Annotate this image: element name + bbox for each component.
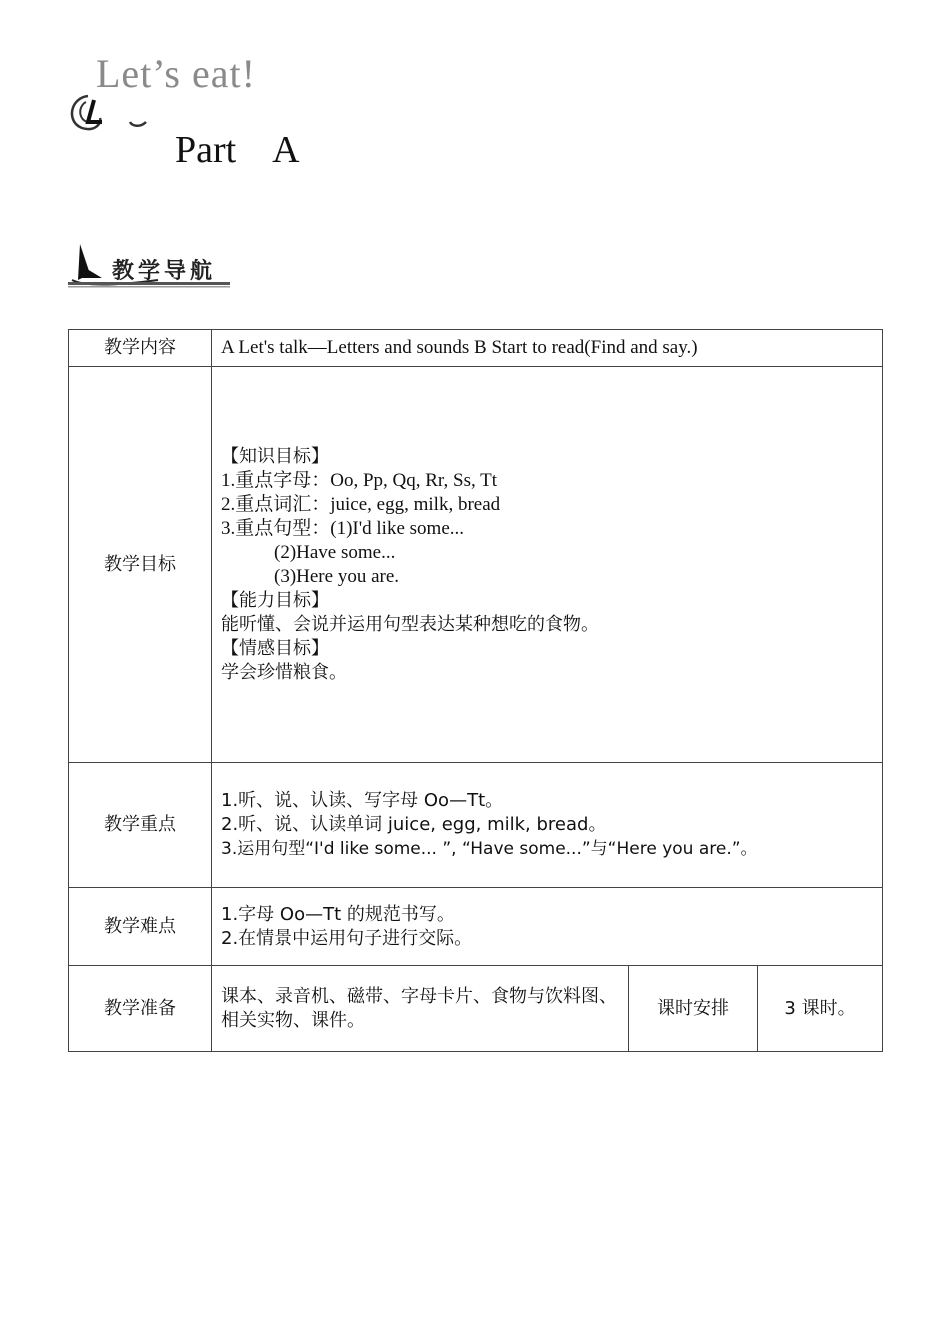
- ability-heading: 【能力目标】: [221, 589, 329, 611]
- key-point-3: 3.运用句型“I'd like some... ”, “Have some...”与“Here you are.”。: [221, 839, 758, 859]
- part-title: Part A: [175, 129, 300, 171]
- objective-sentence-1: 3.重点句型：(1)I'd like some...: [221, 517, 465, 539]
- objective-letters: 1.重点字母：Oo, Pp, Qq, Rr, Ss, Tt: [221, 469, 498, 491]
- table-row: [69, 888, 883, 966]
- row-label: 教学目标: [69, 367, 212, 763]
- teaching-plan-table: [68, 329, 883, 1052]
- schedule-value: 3 课时。: [758, 966, 883, 1052]
- key-point-1: 1.听、说、认读、写字母 Oo—Tt。: [221, 790, 504, 811]
- difficulties-cell: [212, 888, 883, 966]
- key-points-cell: [212, 763, 883, 888]
- row-label: 教学内容: [69, 330, 212, 367]
- unit-title: Let’s eat!: [96, 51, 256, 96]
- emotion-heading: 【情感目标】: [221, 637, 329, 659]
- row-label: 教学准备: [69, 966, 212, 1052]
- objective-sentence-3: (3)Here you are.: [274, 565, 400, 587]
- ability-text: 能听懂、会说并运用句型表达某种想吃的食物。: [221, 613, 599, 635]
- objectives-cell: [212, 367, 883, 763]
- schedule-label: 课时安排: [629, 966, 758, 1052]
- section-banner: [68, 240, 238, 290]
- table-row: [69, 763, 883, 888]
- preparation-value: 课本、录音机、磁带、字母卡片、食物与饮料图、相关实物、课件。: [212, 966, 629, 1052]
- row-label: 教学难点: [69, 888, 212, 966]
- section-label: 教学导航: [112, 259, 217, 284]
- key-point-2: 2.听、说、认读单词 juice, egg, milk, bread。: [221, 814, 607, 835]
- objective-sentence-2: (2)Have some...: [274, 541, 396, 563]
- difficulty-2: 2.在情景中运用句子进行交际。: [221, 927, 473, 949]
- table-row: [69, 367, 883, 763]
- emotion-text: 学会珍惜粮食。: [221, 661, 347, 683]
- content-value: A Let's talk—Letters and sounds B Start to read(Find and say.): [212, 330, 883, 367]
- row-label: 教学重点: [69, 763, 212, 888]
- swirl-decoration-icon: [66, 92, 166, 136]
- knowledge-heading: 【知识目标】: [221, 445, 329, 467]
- table-row: [69, 330, 883, 367]
- table-row: [69, 966, 883, 1052]
- difficulty-1: 1.字母 Oo—Tt 的规范书写。: [221, 903, 455, 925]
- objective-vocab: 2.重点词汇：juice, egg, milk, bread: [221, 493, 501, 515]
